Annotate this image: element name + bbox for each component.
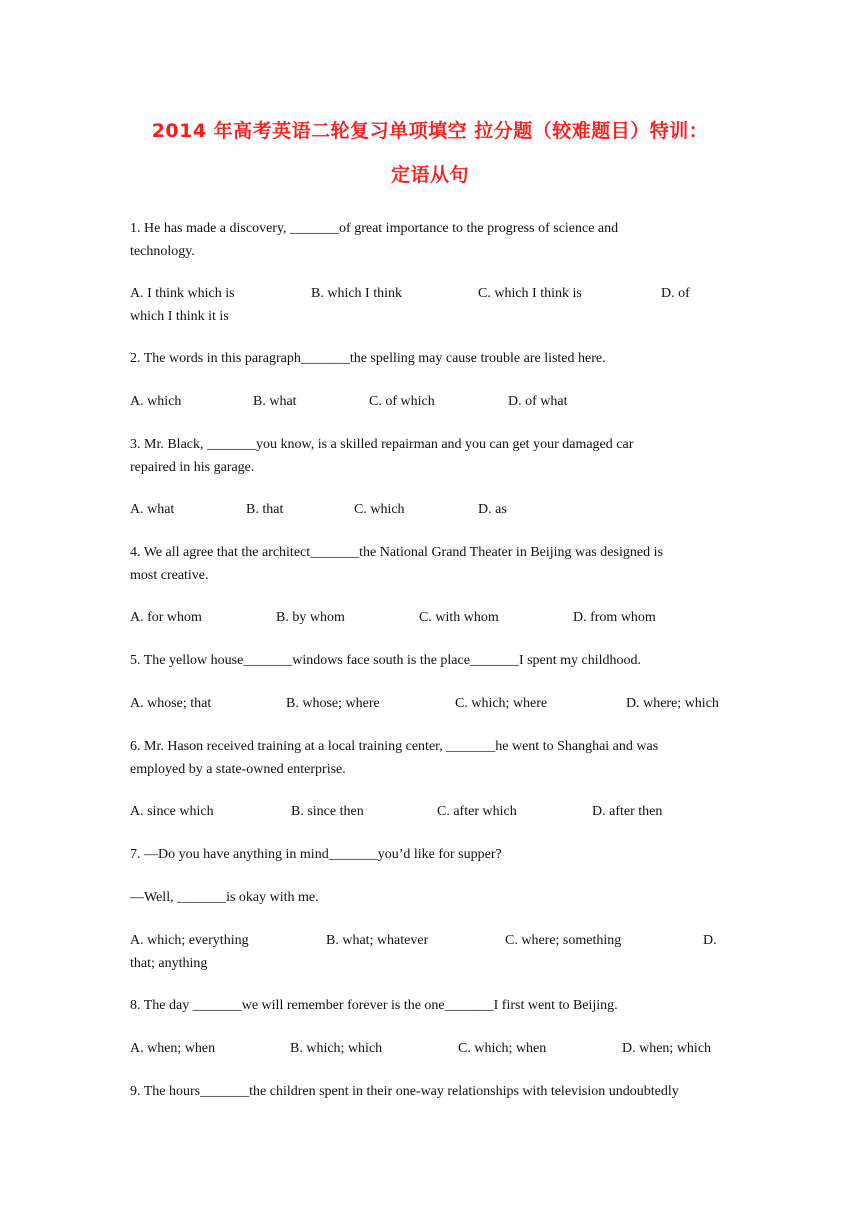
document-title: 2014 年高考英语二轮复习单项填空 拉分题（较难题目）特训： (151, 120, 709, 142)
question-6-option-c: C. after which (437, 804, 517, 819)
question-7-option-a: A. which; everything (130, 933, 249, 948)
question-7-option-d-continued: that; anything (130, 956, 208, 971)
question-4-option-b: B. by whom (276, 610, 345, 625)
question-5-option-b: B. whose; where (286, 696, 380, 711)
question-8-stem (130, 994, 730, 1017)
question-3-stem-line2: repaired in his garage. (130, 460, 255, 475)
question-3-option-b: B. that (246, 502, 284, 517)
question-4-options (130, 606, 730, 629)
question-7-stem-line2: —Well, _______is okay with me. (130, 890, 319, 905)
question-2-option-d: D. of what (508, 394, 568, 409)
question-1-stem-line2: technology. (130, 244, 195, 259)
question-1-options-wrap (130, 305, 730, 328)
question-3-stem (130, 433, 730, 479)
question-9-stem (130, 1080, 750, 1103)
question-4-stem-line1: 4. We all agree that the architect_______the National Grand Theater in Beijing was designed is (130, 545, 663, 560)
question-7-options-wrap (130, 952, 730, 975)
question-6-option-d: D. after then (592, 804, 663, 819)
question-6-stem-line2: employed by a state-owned enterprise. (130, 762, 346, 777)
question-8-stem-line1: 8. The day _______we will remember forever is the one_______I first went to Beijing. (130, 998, 618, 1013)
question-3-option-d: D. as (478, 502, 507, 517)
question-6-option-b: B. since then (291, 804, 364, 819)
question-2-stem-line1: 2. The words in this paragraph_______the spelling may cause trouble are listed here. (130, 351, 606, 366)
question-1-option-a: A. I think which is (130, 286, 235, 301)
question-2-option-c: C. of which (369, 394, 435, 409)
question-1-option-d: D. of (661, 286, 690, 301)
document-subtitle: 定语从句 (390, 164, 469, 186)
question-5-option-d: D. where; which (626, 696, 719, 711)
question-2-options (130, 390, 730, 413)
question-3-options (130, 498, 730, 521)
question-7-stem-line1-block (130, 843, 730, 866)
question-4-option-c: C. with whom (419, 610, 499, 625)
question-2-option-b: B. what (253, 394, 297, 409)
question-5-options (130, 692, 730, 715)
question-2-stem (130, 347, 730, 370)
question-1-stem (130, 217, 730, 263)
question-5-stem (130, 649, 730, 672)
question-5-option-a: A. whose; that (130, 696, 212, 711)
question-4-stem (130, 541, 730, 587)
question-6-stem (130, 735, 730, 781)
question-4-stem-line2: most creative. (130, 568, 209, 583)
question-6-options (130, 800, 730, 823)
question-5-stem-line1: 5. The yellow house_______windows face south is the place_______I spent my childhood. (130, 653, 642, 668)
question-2-option-a: A. which (130, 394, 182, 409)
question-7-option-d: D. (703, 933, 717, 948)
question-1-option-b: B. which I think (311, 286, 402, 301)
question-7-stem-line2-block (130, 886, 730, 909)
question-7-stem-line1: 7. —Do you have anything in mind_______you’d like for supper? (130, 847, 502, 862)
question-7-option-c: C. where; something (505, 933, 622, 948)
question-3-stem-line1: 3. Mr. Black, _______you know, is a skilled repairman and you can get your damaged car (130, 437, 634, 452)
question-4-option-a: A. for whom (130, 610, 202, 625)
question-7-option-b: B. what; whatever (326, 933, 429, 948)
question-8-option-c: C. which; when (458, 1041, 547, 1056)
question-9-stem-line1: 9. The hours_______the children spent in their one-way relationships with television undoubtedly (130, 1084, 679, 1099)
question-8-option-b: B. which; which (290, 1041, 383, 1056)
question-8-option-d: D. when; which (622, 1041, 712, 1056)
question-5-option-c: C. which; where (455, 696, 548, 711)
question-3-option-c: C. which (354, 502, 405, 517)
question-1-stem-line1: 1. He has made a discovery, _______of great importance to the progress of science and (130, 221, 619, 236)
question-8-option-a: A. when; when (130, 1041, 216, 1056)
question-3-option-a: A. what (130, 502, 175, 517)
question-1-option-c: C. which I think is (478, 286, 582, 301)
question-1-options (130, 282, 730, 305)
question-4-option-d: D. from whom (573, 610, 656, 625)
question-6-option-a: A. since which (130, 804, 214, 819)
question-1-option-d-continued: which I think it is (130, 309, 229, 324)
question-8-options (130, 1037, 730, 1060)
question-6-stem-line1: 6. Mr. Hason received training at a local training center, _______he went to Shanghai and was (130, 739, 659, 754)
question-7-options (130, 929, 730, 952)
